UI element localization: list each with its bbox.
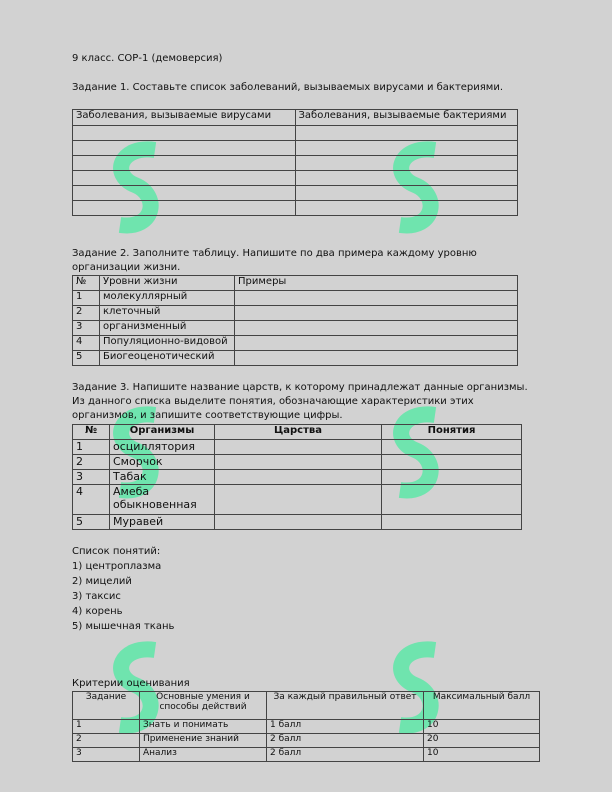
task1-cell[interactable] <box>73 156 296 171</box>
organism-name: Амеба обыкновенная <box>110 485 215 515</box>
task1-table <box>72 109 518 216</box>
task1-cell[interactable] <box>295 126 518 141</box>
task1-title: Задание 1. Составьте список заболеваний, вызываемых вирусами и бактериями. <box>72 82 504 93</box>
concept-cell[interactable] <box>382 470 522 485</box>
level-name: организменный <box>100 321 235 336</box>
task2-title: Задание 2. Заполните таблицу. Напишите по два примера каждому уровню организации жизни. <box>72 248 477 273</box>
kingdom-cell[interactable] <box>215 470 382 485</box>
criteria-per: 1 балл <box>267 720 424 734</box>
row-number: 5 <box>73 515 110 530</box>
task1-cell[interactable] <box>295 201 518 216</box>
task1-col-viruses: Заболевания, вызываемые вирусами <box>73 110 296 126</box>
task1-cell[interactable] <box>73 141 296 156</box>
task1-cell[interactable] <box>295 156 518 171</box>
task2-col-examples: Примеры <box>235 276 518 291</box>
row-number: 1 <box>73 440 110 455</box>
concept-cell[interactable] <box>382 485 522 515</box>
organism-name: осциллятория <box>110 440 215 455</box>
task3-col-concepts: Понятия <box>382 425 522 440</box>
concept-cell[interactable] <box>382 515 522 530</box>
examples-cell[interactable] <box>235 351 518 366</box>
examples-cell[interactable] <box>235 306 518 321</box>
task1-cell[interactable] <box>73 171 296 186</box>
level-name: Биогеоценотический <box>100 351 235 366</box>
criteria-task: 2 <box>73 734 140 748</box>
task3-col-kingdoms: Царства <box>215 425 382 440</box>
task3-title: Задание 3. Напишите название царств, к которому принадлежат данные организмы. Из данного списка выделите понятия, обозначающие характеристики этих организмов, и запишите соответствующие цифры. <box>72 382 528 421</box>
row-number: 3 <box>73 470 110 485</box>
criteria-col-max: Максимальный балл <box>424 692 540 720</box>
concept-item: 1) центроплазма <box>72 561 162 572</box>
concepts-title: Список понятий: <box>72 546 161 557</box>
concept-item: 5) мышечная ткань <box>72 621 175 632</box>
task1-cell[interactable] <box>73 201 296 216</box>
criteria-col-skill: Основные умения и способы действий <box>140 692 267 720</box>
task3-table <box>72 424 522 530</box>
criteria-col-task: Задание <box>73 692 140 720</box>
concept-cell[interactable] <box>382 440 522 455</box>
row-number: 2 <box>73 455 110 470</box>
kingdom-cell[interactable] <box>215 440 382 455</box>
kingdom-cell[interactable] <box>215 455 382 470</box>
task1-col-bacteria: Заболевания, вызываемые бактериями <box>295 110 518 126</box>
criteria-max: 10 <box>424 720 540 734</box>
task2-col-num: № <box>73 276 100 291</box>
concept-item: 3) таксис <box>72 591 121 602</box>
page-header: 9 класс. СОР-1 (демоверсия) <box>72 53 223 64</box>
task1-cell[interactable] <box>295 171 518 186</box>
task3-col-num: № <box>73 425 110 440</box>
criteria-max: 10 <box>424 748 540 762</box>
row-number: 3 <box>73 321 100 336</box>
task1-cell[interactable] <box>295 141 518 156</box>
kingdom-cell[interactable] <box>215 515 382 530</box>
concept-item: 4) корень <box>72 606 123 617</box>
organism-name: Табак <box>110 470 215 485</box>
concept-item: 2) мицелий <box>72 576 132 587</box>
row-number: 4 <box>73 485 110 515</box>
task1-cell[interactable] <box>73 186 296 201</box>
examples-cell[interactable] <box>235 321 518 336</box>
criteria-title: Критерии оценивания <box>72 678 190 689</box>
task1-cell[interactable] <box>73 126 296 141</box>
organism-name: Сморчок <box>110 455 215 470</box>
criteria-table <box>72 691 540 762</box>
criteria-task: 3 <box>73 748 140 762</box>
task3-col-organisms: Организмы <box>110 425 215 440</box>
task2-table <box>72 275 518 366</box>
examples-cell[interactable] <box>235 291 518 306</box>
criteria-skill: Знать и понимать <box>140 720 267 734</box>
organism-name: Муравей <box>110 515 215 530</box>
criteria-skill: Применение знаний <box>140 734 267 748</box>
level-name: Популяционно-видовой <box>100 336 235 351</box>
row-number: 2 <box>73 306 100 321</box>
task1-cell[interactable] <box>295 186 518 201</box>
criteria-max: 20 <box>424 734 540 748</box>
level-name: клеточный <box>100 306 235 321</box>
criteria-task: 1 <box>73 720 140 734</box>
criteria-per: 2 балл <box>267 734 424 748</box>
task2-col-level: Уровни жизни <box>100 276 235 291</box>
concept-cell[interactable] <box>382 455 522 470</box>
row-number: 4 <box>73 336 100 351</box>
kingdom-cell[interactable] <box>215 485 382 515</box>
criteria-per: 2 балл <box>267 748 424 762</box>
criteria-skill: Анализ <box>140 748 267 762</box>
examples-cell[interactable] <box>235 336 518 351</box>
level-name: молекуллярный <box>100 291 235 306</box>
row-number: 5 <box>73 351 100 366</box>
criteria-col-per-answer: За каждый правильный ответ <box>267 692 424 720</box>
row-number: 1 <box>73 291 100 306</box>
